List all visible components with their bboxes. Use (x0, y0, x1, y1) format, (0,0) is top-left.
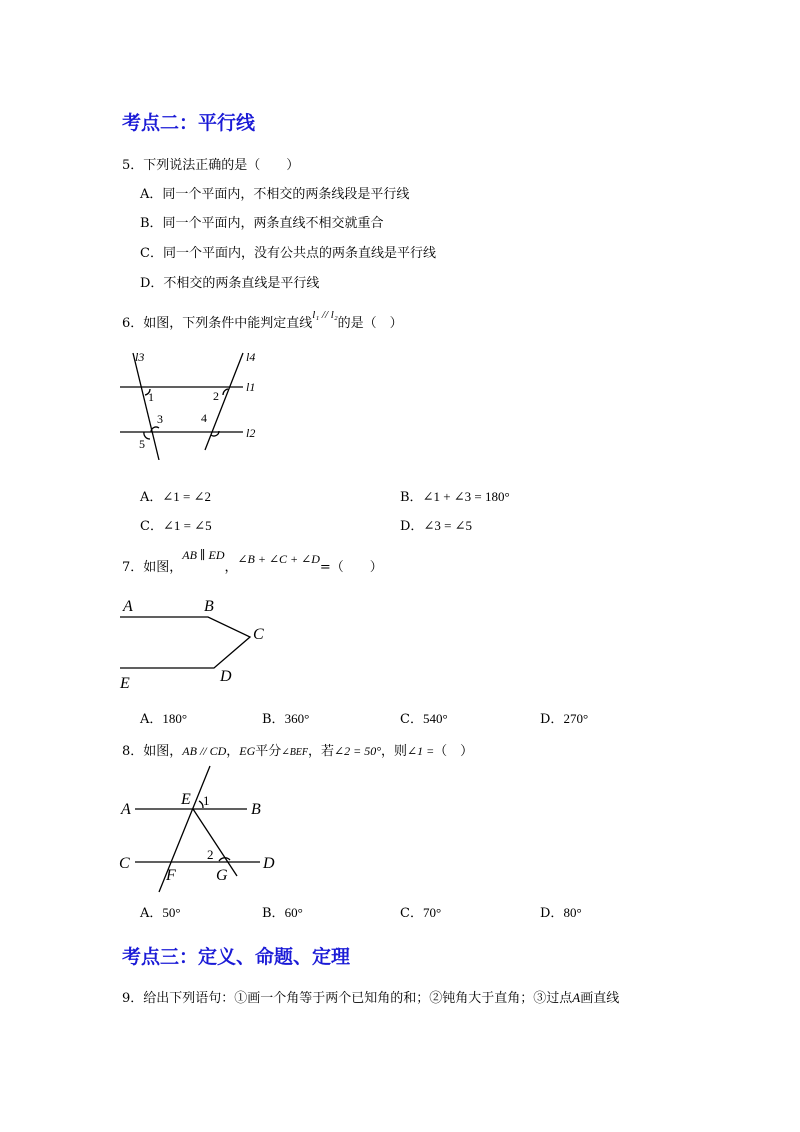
line-l3 (133, 353, 159, 460)
q6-option-a (140, 486, 211, 505)
angle-5-label: 5 (139, 437, 145, 451)
option-value: 50° (162, 905, 181, 920)
q6-stem-math: l₁ // l₂ (312, 309, 338, 321)
q7-math-1: AB ∥ ED (182, 548, 225, 562)
option-value: 180° (162, 711, 188, 726)
q8-math-3: ∠BEF (281, 747, 309, 758)
q9-math: A (572, 990, 581, 1005)
option-letter: C． (400, 712, 423, 727)
option-value: 80° (563, 905, 582, 920)
q7-shape (120, 617, 250, 668)
q8-math-1: AB // CD (182, 744, 227, 758)
label-B: B (251, 801, 261, 818)
option-value: 70° (422, 905, 442, 920)
q7-option-d (540, 708, 588, 727)
q8-comma: ， (226, 744, 240, 759)
option-value: 540° (422, 711, 448, 726)
q8-stem-text: 8．如图， (122, 744, 183, 759)
q7-option-a (140, 708, 187, 727)
label-E: E (120, 675, 130, 692)
q6-option-b (400, 486, 510, 505)
q5-option-d: D．不相交的两条直线是平行线 (140, 276, 320, 291)
q5-option-b: B．同一个平面内，两条直线不相交就重合 (140, 216, 384, 231)
q8-math-4: ∠2 = 50° (334, 744, 381, 758)
angle-3-label: 3 (157, 412, 163, 426)
option-letter: B． (400, 490, 423, 505)
label-E: E (181, 791, 191, 808)
q7-stem-text: 7．如图， (122, 560, 183, 575)
option-letter: A． (140, 712, 163, 727)
q8-math-5: ∠1 = (407, 744, 435, 758)
q5-option-a: A．同一个平面内，不相交的两条线段是平行线 (140, 187, 410, 202)
q7-math-2: ∠B + ∠C + ∠D (237, 552, 320, 566)
question-8-stem (122, 740, 473, 759)
q7-stem-tail: =（ ） (319, 560, 383, 575)
q7-figure (115, 595, 285, 693)
q8-math-2: EG (239, 744, 256, 758)
q6-stem-text: 6．如图，下列条件中能判定直线 (122, 316, 313, 331)
q6-option-d (400, 515, 472, 534)
label-l3: l3 (135, 350, 145, 364)
q6-option-c (140, 515, 212, 534)
angle-2-label: 2 (207, 847, 214, 862)
angle-1-label: 1 (148, 390, 154, 404)
angle-2-label: 2 (213, 389, 219, 403)
label-C: C (253, 626, 264, 643)
q6-figure (115, 345, 265, 460)
option-letter: D． (540, 906, 564, 921)
q8-stem-tail: （ ） (434, 744, 474, 759)
q8-text-mid: 平分 (255, 744, 282, 759)
option-value: 270° (563, 711, 589, 726)
q7-option-c (400, 708, 448, 727)
line-EG (193, 809, 237, 876)
label-l1: l1 (246, 380, 256, 394)
option-value: 360° (284, 711, 310, 726)
option-letter: A． (140, 490, 163, 505)
option-letter: D． (400, 519, 424, 534)
option-letter: A． (140, 906, 163, 921)
q8-text-mid2: ，若 (308, 744, 335, 759)
angle-4-label: 4 (201, 411, 207, 425)
label-l2: l2 (246, 426, 256, 440)
option-letter: D． (540, 712, 564, 727)
option-letter: C． (140, 519, 163, 534)
option-letter: B． (262, 906, 285, 921)
q6-stem-tail: 的是（ ） (337, 316, 403, 331)
q8-option-a (140, 902, 181, 921)
question-5-stem: 5．下列说法正确的是（ ） (122, 158, 300, 173)
option-letter: B． (262, 712, 285, 727)
label-F: F (166, 867, 176, 884)
option-letter: C． (400, 906, 423, 921)
question-7-stem (122, 548, 383, 575)
q7-option-b (262, 708, 309, 727)
label-B: B (204, 598, 214, 615)
q8-text-mid3: ，则 (381, 744, 408, 759)
q8-option-b (262, 902, 303, 921)
label-D: D (220, 668, 232, 685)
label-A: A (121, 801, 131, 818)
label-l4: l4 (246, 350, 256, 364)
section-heading: 考点三：定义、命题、定理 (122, 946, 351, 968)
q8-option-c (400, 902, 441, 921)
question-6-stem (122, 309, 403, 331)
label-C: C (119, 855, 130, 872)
q8-figure (115, 762, 290, 894)
question-9-stem (122, 987, 619, 1006)
q9-stem-text: 9．给出下列语句：①画一个角等于两个已知角的和；②钝角大于直角；③过点 (122, 991, 573, 1006)
option-math: ∠1 = ∠2 (162, 489, 212, 504)
option-math: ∠1 = ∠5 (162, 518, 212, 533)
option-value: 60° (284, 905, 303, 920)
label-A: A (123, 598, 133, 615)
q8-option-d (540, 902, 582, 921)
option-math: ∠1 + ∠3 = 180° (422, 489, 510, 504)
label-G: G (216, 867, 228, 884)
angle-1-label: 1 (203, 793, 210, 808)
section-heading: 考点二：平行线 (122, 112, 256, 134)
q9-stem-tail: 画直线 (580, 991, 620, 1006)
label-D: D (263, 855, 275, 872)
option-math: ∠3 = ∠5 (423, 518, 473, 533)
q7-comma: ， (224, 560, 238, 575)
q5-option-c: C．同一个平面内，没有公共点的两条直线是平行线 (140, 246, 436, 261)
